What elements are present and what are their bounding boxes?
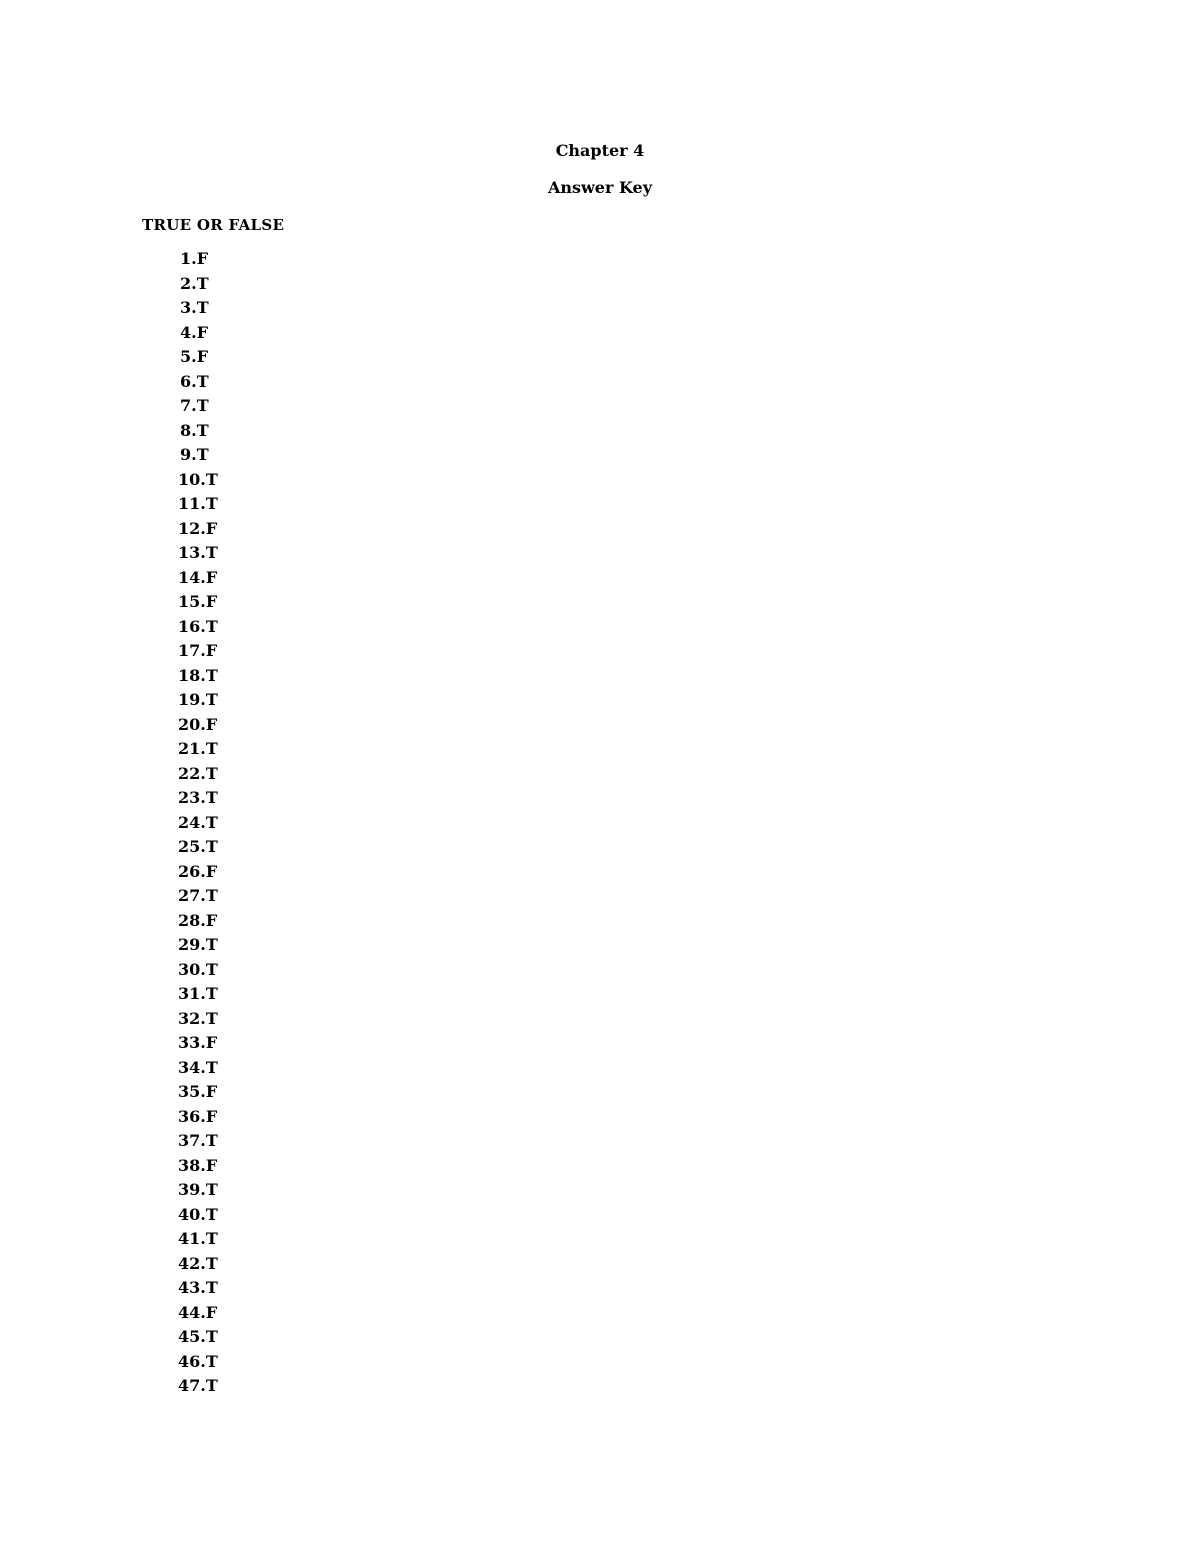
answer-item: 36.F — [178, 1106, 218, 1126]
section-heading-true-or-false: TRUE OR FALSE — [142, 216, 285, 234]
answer-item: 9.T — [180, 445, 209, 464]
chapter-title: Chapter 4 — [555, 141, 645, 160]
answer-item: 13.T — [178, 543, 218, 562]
answer-item: 11.T — [178, 494, 218, 513]
answer-item: 15.F — [178, 592, 218, 611]
answer-item: 42.T — [178, 1253, 218, 1273]
answer-item: 30.T — [178, 959, 218, 979]
answer-item: 18.T — [178, 665, 218, 685]
answer-item: 31.T — [178, 984, 218, 1003]
answer-item: 8.T — [180, 420, 209, 440]
answer-item: 29.T — [178, 935, 218, 954]
answer-list — [178, 247, 218, 1399]
answer-item: 34.T — [178, 1057, 218, 1077]
answer-item: 44.F — [178, 1302, 218, 1322]
answer-item: 4.F — [180, 322, 209, 342]
answer-item: 47.T — [178, 1376, 218, 1395]
answer-item: 7.T — [180, 396, 209, 415]
answer-item: 14.F — [178, 567, 218, 587]
answer-item: 24.T — [178, 812, 218, 832]
answer-item: 43.T — [178, 1278, 218, 1297]
answer-key-title: Answer Key — [547, 178, 653, 197]
answer-item: 46.T — [178, 1351, 218, 1371]
answer-item: 6.T — [180, 371, 209, 391]
answer-item: 38.F — [178, 1155, 218, 1175]
answer-item: 23.T — [178, 788, 218, 807]
answer-item: 41.T — [178, 1229, 218, 1248]
answer-item: 5.F — [180, 347, 209, 366]
answer-item: 35.F — [178, 1082, 218, 1101]
answer-item: 26.F — [178, 861, 218, 881]
answer-item: 1.F — [180, 249, 209, 268]
answer-item: 19.T — [178, 690, 218, 709]
answer-item: 17.F — [178, 641, 218, 660]
answer-item: 20.F — [178, 714, 218, 734]
answer-item: 12.F — [178, 518, 218, 538]
answer-item: 45.T — [178, 1327, 218, 1346]
answer-item: 37.T — [178, 1131, 218, 1150]
answer-item: 3.T — [180, 298, 209, 317]
answer-item: 40.T — [178, 1204, 218, 1224]
answer-item: 39.T — [178, 1180, 218, 1199]
answer-item: 10.T — [178, 469, 218, 489]
answer-item: 33.F — [178, 1033, 218, 1052]
answer-item: 21.T — [178, 739, 218, 758]
answer-item: 27.T — [178, 886, 218, 905]
answer-item: 16.T — [178, 616, 218, 636]
answer-item: 25.T — [178, 837, 218, 856]
answer-item: 22.T — [178, 763, 218, 783]
answer-item: 32.T — [178, 1008, 218, 1028]
answer-item: 28.F — [178, 910, 218, 930]
answer-item: 2.T — [180, 273, 209, 293]
